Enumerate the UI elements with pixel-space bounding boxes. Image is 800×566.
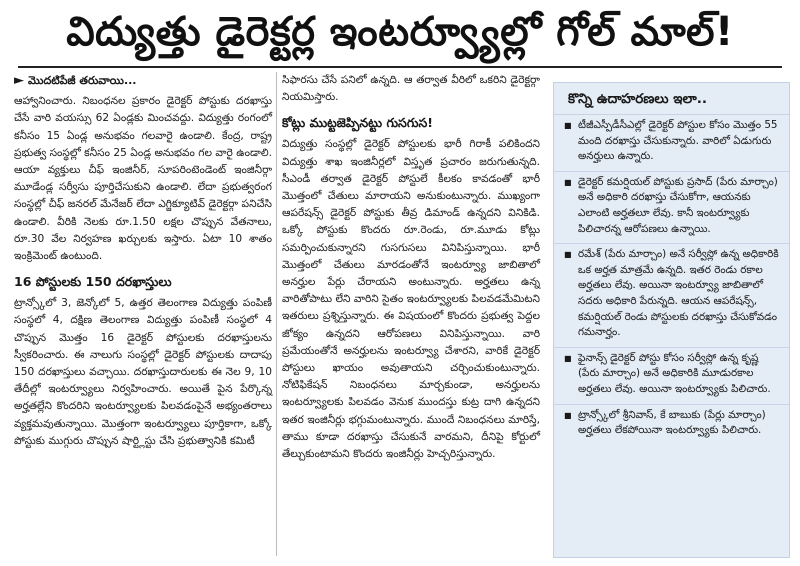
col1-paragraph-2: ట్రాన్స్కోలో 3, జెన్కోలో 5, ఉత్తర తెలంగాణ విద్యుత్తు పంపిణీ సంస్థలో 4, దక్షిణ తెలంగాణ విద్యుత్తు పంపిణీ సంస్థలో 4 చొప్పున మొత్తం 16 డైరెక్టర్ పోస్టులకు దరఖాస్తులను స్వీకరించారు. ఈ నాలుగు సంస్థల్లో డైరెక్టర్ పోస్టులకు దాదాపు 150 దరఖాస్తులు వచ్చాయి. దరఖాస్తుదారులకు ఈ నెల 9, 10 తేదీల్లో ఇంటర్వ్యూలు నిర్వహించారు. అయితే పైన పేర్కొన్న అర్హతల్లేని కొందరిని ఇంటర్వ్యూలకు పిలవడంపైనే అభ్యంతరాలు వ్యక్తమవుతున్నాయి. మొత్తంగా ఇంటర్వ్యూలు పూర్తికాగా, ఒక్కో పోస్టుకు ముగ్గురు చొప్పున షార్ట్లిస్టు చేసి ప్రభుత్వానికి కమిటీ <box>14 297 272 447</box>
continuation-kicker <box>14 72 272 89</box>
example-text: ట్రాన్స్కోలో శ్రీనివాస్, కే బాబుకు (పేర్లు మార్చాం) అర్హతలు లేకపోయినా ఇంటర్వ్యూకు పిలిచారు. <box>578 408 766 437</box>
arrow-right-icon: ► <box>14 73 24 88</box>
col1-paragraph-1: ఆహ్వానించారు. నిబంధనల ప్రకారం డైరెక్టర్ పోస్టుకు దరఖాస్తు చేసే వారి వయస్సు 62 ఏండ్లకు మించవద్దు. విద్యుత్తు రంగంలో కనీసం 15 ఏండ్ల అనుభవం గలవారై ఉండాలి. కేంద్ర, రాష్ట్ర ప్రభుత్వ సంస్థల్లో కనీసం 25 ఏండ్ల అనుభవం గల వారై ఉండాలి. ఆయా వ్యక్తులు చీఫ్ ఇంజినీర్, సూపరింటెండెంట్ ఇంజినీర్గా మూడేండ్ల సర్వీసు పూర్తిచేసుకుని ఉండాలి. లేదా ప్రభుత్వరంగ సంస్థల్లో చీఫ్ జనరల్ మేనేజర్ లేదా ఎగ్జిక్యూటివ్ డైరెక్టర్గా పనిచేసి ఉండాలి. వీరికి నెలకు రూ.1.50 లక్షల చొప్పున వేతనాలు, రూ.30 వేల నిర్వహణ ఖర్చులకు ఇస్తారు. ఏటా 10 శాతం ఇంక్రిమెంట్ ఉంటుంది. <box>14 95 272 263</box>
col2-subhead: కోట్లు ముట్టజెప్పినట్టు గుసగుస! <box>282 115 433 131</box>
example-item <box>554 243 789 347</box>
bullet-icon: ■ <box>564 250 572 260</box>
col2-paragraph-2: విద్యుత్తు సంస్థల్లో డైరెక్టర్ పోస్టులకు భారీ గిరాకీ పలికిందని విద్యుత్తు శాఖ ఇంజినీర్లలో విస్తృత ప్రచారం జరుగుతున్నది. సీఎండీ తర్వాత డైరెక్టర్ పోస్టులే కీలకం కావడంతో భారీ మొత్తంలో చేతులు మారాయని అనుకుంటున్నారు. ముఖ్యంగా ఆపరేషన్స్ డైరెక్టర్ పోస్టుకు తీవ్ర డిమాండ్ ఉన్నదని వినికిడి. ఒక్కో పోస్టుకు కొందరు రూ.రెండు, రూ.మూడు కోట్లు సమర్పించుకున్నారని గుసగుసలు వినిపిస్తున్నాయి. భారీ మొత్తంలో చేతులు మారడంతోనే ఇంటర్వ్యూ జాబితాలో అనర్హుల పేర్లు చేరాయని అంటున్నారు. అర్హతలు ఉన్న వారితోపాటు లేని వారిని సైతం ఇంటర్వ్యూలకు పిలవడమేమిటని ఇతరులు ప్రశ్నిస్తున్నారు. ఈ విషయంలో కొందరు ప్రభుత్వ పెద్దల జోక్యం ఉన్నదని ఆరోపణలు వినిపిస్తున్నాయి. వారి ప్రమేయంతోనే అనర్హులను ఇంటర్వ్యూ చేశారని, వారికే డైరెక్టర్ పోస్టులు ఖాయం అవుతాయని చర్చించుకుంటున్నారు. నోటిఫికేషన్ నిబంధనలు మార్చకుండా, అనర్హులను ఇంటర్వ్యూలకు పిలవడం వెనుక ముందస్తు కుట్ర దాగి ఉన్నదని ఇతర ఇంజినీర్లు భగ్గుమంటున్నారు. ముందే నిబంధనలు మారిస్తే, తాము కూడా దరఖాస్తు చేసుకునే వారమని, దీనిపై కోర్టులో తేల్చుకుంటామని కొందరు ఇంజినీర్లు హెచ్చరిస్తున్నారు. <box>282 138 540 461</box>
kicker-text: మొదటిపేజీ తరువాయి... <box>28 74 137 87</box>
bullet-icon: ■ <box>564 353 572 363</box>
example-text: డైరెక్టర్ కమర్షియల్ పోస్టుకు ప్రసాద్ (పేరు మార్చాం) అనే అధికారి దరఖాస్తు చేసుకోగా, ఆయనకు ఎలాంటి అర్హతలూ లేవు. కానీ ఇంటర్వ్యూకు పిలిచారన్న ఆరోపణలు ఉన్నాయి. <box>578 175 778 235</box>
examples-box-title: కొన్ని ఉదాహరణలు ఇలా.. <box>568 91 707 107</box>
examples-box <box>553 82 790 558</box>
headline: విద్యుత్తు డైరెక్టర్ల ఇంటర్వ్యూల్లో గోల్ మాల్! <box>66 9 734 55</box>
article-column-1 <box>14 72 272 450</box>
bullet-icon: ■ <box>564 177 572 187</box>
example-text: రమేశ్ (పేరు మార్చాం) అనే సర్వీస్లో ఉన్న అధికారికి ఒక అర్హత మాత్రమే ఉన్నది. ఇతర రెండు రకాల అర్హతలు లేవు. అయినా ఇంటర్వ్యూ జాబితాలో సదరు అధికారి పేరున్నది. ఆయన ఆపరేషన్స్, కమర్షియల్ రెండు పోస్టులకు దరఖాస్తు చేసుకోవడం గమనార్హం. <box>578 248 779 339</box>
example-item <box>554 114 789 171</box>
headline-rule <box>18 66 782 68</box>
example-item <box>554 347 789 404</box>
example-item <box>554 171 789 243</box>
column-divider-1 <box>276 72 277 556</box>
col2-paragraph-1: సిఫారసు చేసే పనిలో ఉన్నది. ఆ తర్వాత వీరిలో ఒకరిని డైరెక్టర్గా నియమిస్తారు. <box>282 74 540 104</box>
bullet-icon: ■ <box>564 410 572 420</box>
example-text: టీజీఎస్పీడీసీఎల్లో డైరెక్టర్ పోస్టుల కోసం మొత్తం 55 మంది దరఖాస్తు చేసుకున్నారు. వారిలో ఏడుగురు అనర్హులు ఉన్నారు. <box>578 119 778 163</box>
example-text: ఫైనాన్స్ డైరెక్టర్ పోస్టు కోసం సర్వీస్లో ఉన్న కృష్ణ (పేరు మార్చాం) అనే అధికారికి మూడురకాల అర్హతలు లేవు. అయినా ఇంటర్వ్యూకు పిలిచారు. <box>578 351 771 395</box>
col1-subhead: 16 పోస్టులకు 150 దరఖాస్తులు <box>14 274 172 290</box>
article-column-2 <box>282 72 540 463</box>
bullet-icon: ■ <box>564 121 572 130</box>
example-item <box>554 404 789 445</box>
